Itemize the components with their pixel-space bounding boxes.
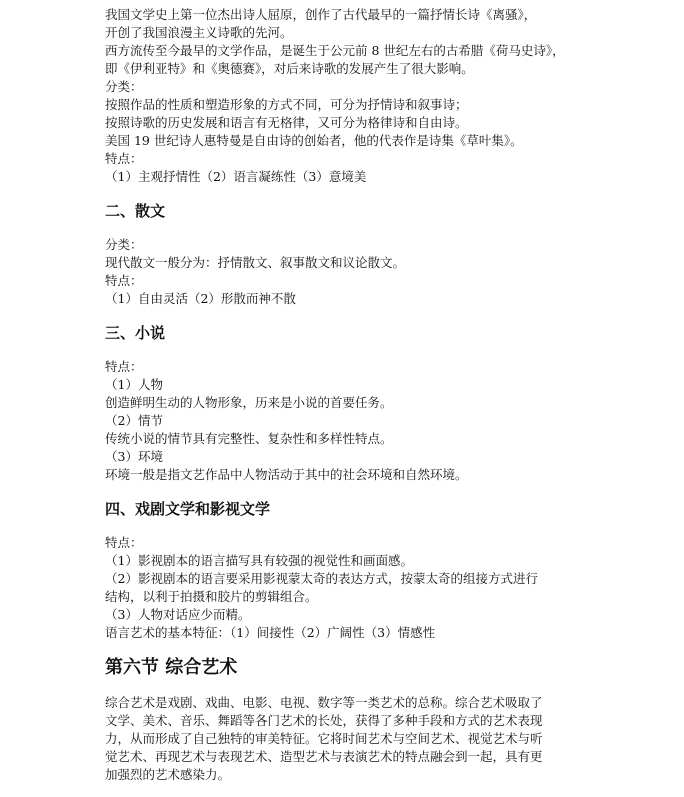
text-line: 环境一般是指文艺作品中人物活动于其中的社会环境和自然环境。 xyxy=(105,467,468,482)
text-line: （3）人物对话应少而精。 xyxy=(105,607,251,622)
prose-section xyxy=(105,201,600,308)
document-page xyxy=(105,6,600,784)
text-line: 分类： xyxy=(105,237,143,252)
text-line: 综合艺术是戏剧、戏曲、电影、电视、数字等一类艺术的总称。综合艺术吸取了 xyxy=(105,695,543,710)
composite-art-section xyxy=(105,656,600,784)
text-line: 西方流传至今最早的文学作品，是诞生于公元前 8 世纪左右的古希腊《荷马史诗》， xyxy=(105,43,565,58)
drama-section xyxy=(105,499,600,642)
text-line: 特点： xyxy=(105,535,143,550)
text-line: 我国文学史上第一位杰出诗人屈原，创作了古代最早的一篇抒情长诗《离骚》， xyxy=(105,7,537,22)
text-line: （2）影视剧本的语言要采用影视蒙太奇的表达方式，按蒙太奇的组接方式进行 xyxy=(105,571,538,586)
text-line: 结构，以利于拍摄和胶片的剪辑组合。 xyxy=(105,589,318,604)
text-line: 美国 19 世纪诗人惠特曼是自由诗的创始者，他的代表作是诗集《草叶集》。 xyxy=(105,133,523,148)
text-line: 分类： xyxy=(105,79,143,94)
text-line: （1）主观抒情性（2）语言凝练性（3）意境美 xyxy=(105,169,367,184)
text-line: 加强烈的艺术感染力。 xyxy=(105,767,231,782)
text-line: （2）情节 xyxy=(105,413,163,428)
poetry-section xyxy=(105,6,600,186)
text-line: 按照作品的性质和塑造形象的方式不同，可分为抒情诗和叙事诗； xyxy=(105,97,468,112)
text-line: （1）自由灵活（2）形散而神不散 xyxy=(105,291,296,306)
text-line: 创造鲜明生动的人物形象，历来是小说的首要任务。 xyxy=(105,395,393,410)
text-line: 即《伊利亚特》和《奥德赛》，对后来诗歌的发展产生了很大影响。 xyxy=(105,61,474,76)
text-line: 文学、美术、音乐、舞蹈等各门艺术的长处，获得了多种手段和方式的艺术表现 xyxy=(105,713,543,728)
section-heading-drama: 四、戏剧文学和影视文学 xyxy=(105,500,271,518)
text-line: 按照诗歌的历史发展和语言有无格律，又可分为格律诗和自由诗。 xyxy=(105,115,468,130)
text-line: 特点： xyxy=(105,151,143,166)
novel-section xyxy=(105,323,600,484)
text-line: 特点： xyxy=(105,359,143,374)
text-line: 现代散文一般分为：抒情散文、叙事散文和议论散文。 xyxy=(105,255,406,270)
text-line: （3）环境 xyxy=(105,449,163,464)
chapter-heading-composite-art: 第六节 综合艺术 xyxy=(105,657,238,678)
section-heading-prose: 二、散文 xyxy=(105,202,166,220)
text-line: 语言艺术的基本特征：（1）间接性（2）广阔性（3）情感性 xyxy=(105,625,436,640)
text-line: 特点： xyxy=(105,273,143,288)
text-line: 开创了我国浪漫主义诗歌的先河。 xyxy=(105,25,293,40)
text-line: 觉艺术、再现艺术与表现艺术、造型艺术与表演艺术的特点融会到一起，具有更 xyxy=(105,749,543,764)
text-line: 传统小说的情节具有完整性、复杂性和多样性特点。 xyxy=(105,431,393,446)
section-heading-novel: 三、小说 xyxy=(105,324,166,342)
text-line: （1）人物 xyxy=(105,377,163,392)
text-line: （1）影视剧本的语言描写具有较强的视觉性和画面感。 xyxy=(105,553,413,568)
text-line: 力，从而形成了自己独特的审美特征。它将时间艺术与空间艺术、视觉艺术与听 xyxy=(105,731,543,746)
